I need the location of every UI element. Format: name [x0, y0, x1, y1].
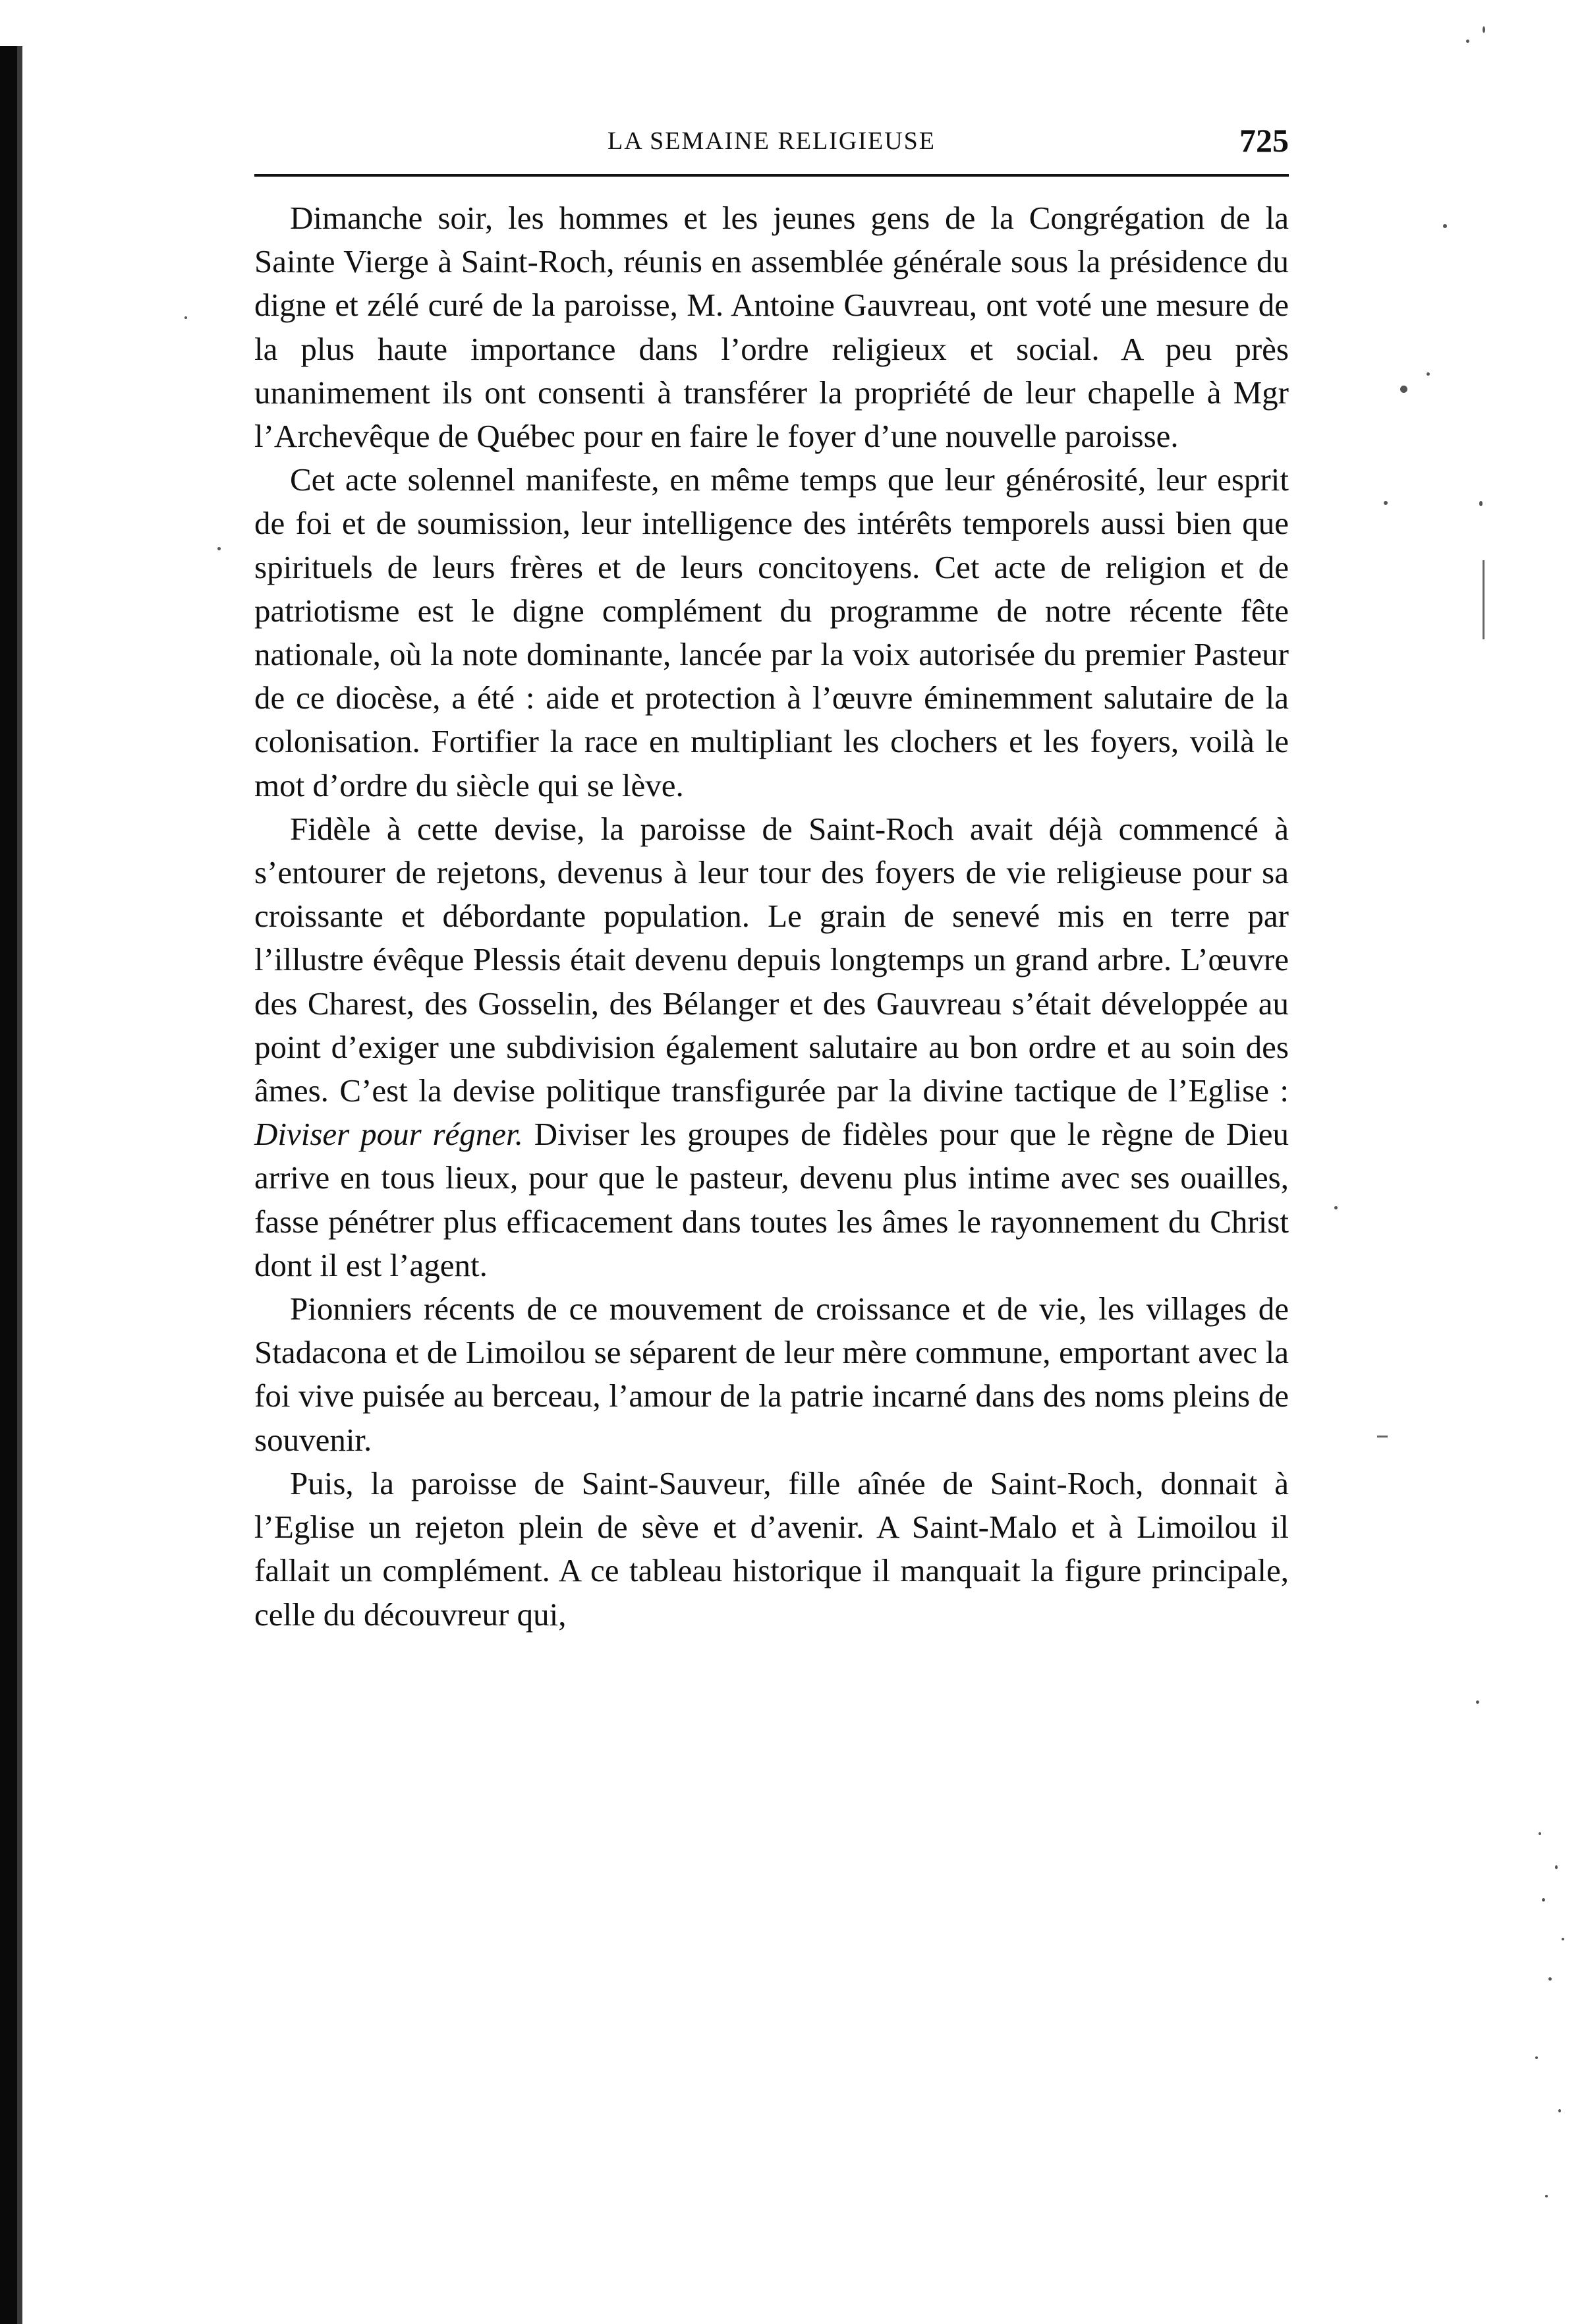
- speck: [217, 547, 221, 550]
- running-head: [254, 119, 1289, 165]
- margin-dash: [1377, 1436, 1388, 1438]
- paragraph: [254, 196, 1289, 458]
- page-number: 725: [1239, 122, 1289, 159]
- italic-motto: Diviser pour régner.: [254, 1116, 523, 1153]
- speck: [1535, 2056, 1538, 2059]
- paragraph-text: Fidèle à cette devise, la paroisse de Saint-Roch avait déjà commencé à s’entourer de rejetons, devenus à leur tour des foyers de vie religieuse pour sa croissante et débordante population. Le grain de senevé mis en terre par l’illustre évêque Plessis était devenu depuis longtemps un grand arbre. L’œuvre des Charest, des Gosselin, des Bélanger et des Gauvreau s’était développée au point d’exiger une subdivision également salutaire au bon ordre et au soin des âmes. C’est la devise politique transfigurée par la divine tactique de l’Eglise :: [254, 810, 1289, 1109]
- speck: [1443, 224, 1447, 228]
- margin-line: [1483, 560, 1485, 639]
- speck: [1555, 1865, 1558, 1869]
- speck: [1558, 2109, 1561, 2112]
- speck: [1466, 40, 1469, 43]
- paragraph: [254, 1462, 1289, 1637]
- paragraph: [254, 458, 1289, 807]
- article-body: [254, 196, 1289, 1637]
- speck: [1476, 1700, 1479, 1704]
- paragraph-text: Diviser les groupes de fidèles pour que le règne de Dieu arrive en tous lieux, pour que le pasteur, devenu plus intime avec ses ouailles, fasse pénétrer plus efficacement dans toutes les âmes le rayonnement du Christ dont il est l’agent.: [254, 1116, 1289, 1283]
- running-title: LA SEMAINE RELIGIEUSE: [608, 127, 936, 155]
- speck: [1483, 26, 1485, 33]
- paragraph: [254, 1287, 1289, 1462]
- speck: [1400, 386, 1407, 393]
- speck: [184, 316, 187, 319]
- binding-shadow: [17, 46, 22, 2324]
- speck: [1548, 1977, 1552, 1981]
- speck: [1545, 2195, 1548, 2197]
- speck: [1384, 501, 1388, 505]
- speck: [1427, 372, 1430, 376]
- paragraph-text: Cet acte solennel manifeste, en même temps que leur générosité, leur esprit de foi et de soumission, leur intelligence des intérêts temporels aussi bien que spirituels de leurs frères et de leurs concitoyens. Cet acte de religion et de patriotisme est le digne complément du programme de notre récente fête nationale, où la note dominante, lancée par la voix autorisée du premier Pasteur de ce diocèse, a été : aide et protection à l’œuvre éminemment salutaire de la colonisation. Fortifier la race en multipliant les clochers et les foyers, voilà le mot d’ordre du siècle qui se lève.: [254, 461, 1289, 803]
- page: [254, 119, 1289, 1633]
- speck: [1539, 1832, 1541, 1835]
- paragraph-text: Dimanche soir, les hommes et les jeunes gens de la Congrégation de la Sainte Vierge à Saint-Roch, réunis en assemblée générale sous la présidence du digne et zélé curé de la paroisse, M. Antoine Gauvreau, ont voté une mesure de la plus haute importance dans l’ordre religieux et social. A peu près unanimement ils ont consenti à transférer la propriété de leur chapelle à Mgr l’Archevêque de Québec pour en faire le foyer d’une nouvelle paroisse.: [254, 200, 1289, 455]
- binding-edge: [0, 46, 17, 2324]
- header-rule: [254, 174, 1289, 177]
- paragraph-text: Puis, la paroisse de Saint-Sauveur, fille aînée de Saint-Roch, donnait à l’Eglise un rejeton plein de sève et d’avenir. A Saint-Malo et à Limoilou il fallait un complément. A ce tableau historique il manquait la figure principale, celle du découvreur qui,: [254, 1465, 1289, 1633]
- speck: [1562, 1938, 1564, 1940]
- speck: [1542, 1898, 1545, 1902]
- paragraph-text: Pionniers récents de ce mouvement de croissance et de vie, les villages de Stadacona et de Limoilou se séparent de leur mère commune, emportant avec la foi vive puisée au berceau, l’amour de la patrie incarné dans des noms pleins de souvenir.: [254, 1291, 1289, 1458]
- speck: [1479, 501, 1483, 506]
- speck: [1334, 1206, 1338, 1209]
- paragraph: [254, 807, 1289, 1287]
